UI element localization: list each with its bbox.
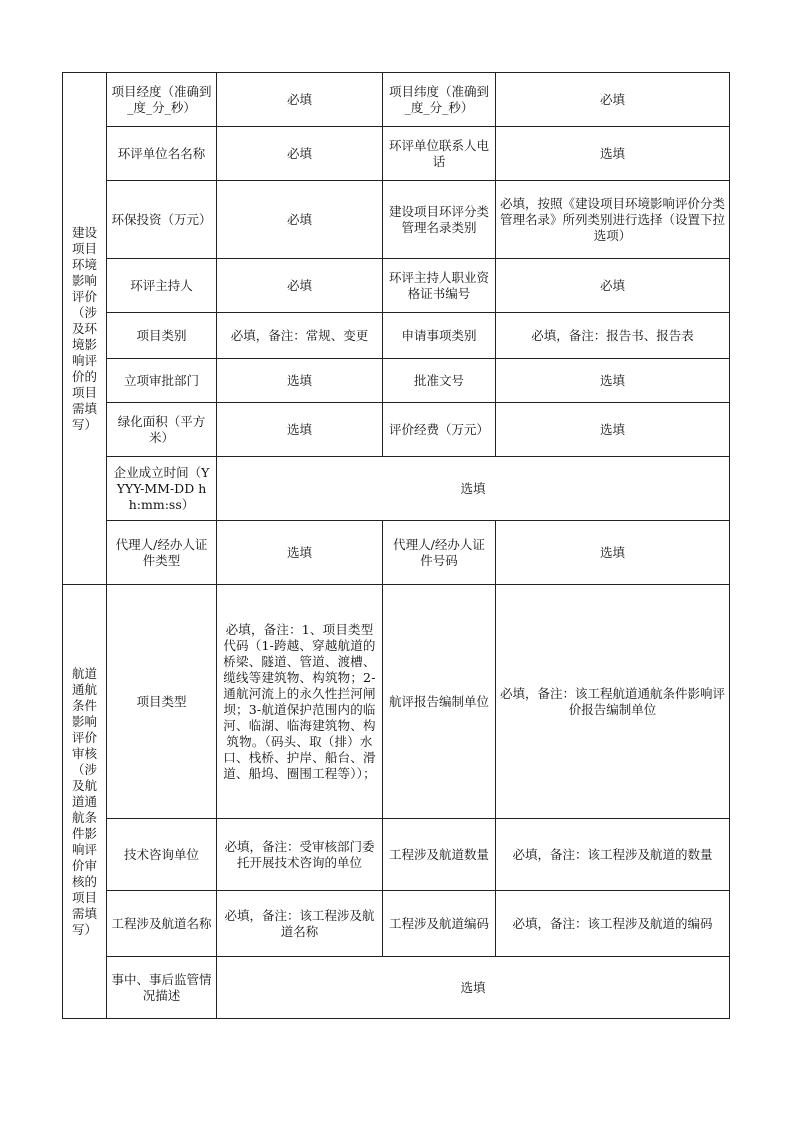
field-value: 选填: [496, 359, 730, 403]
table-row: [63, 359, 730, 403]
field-value: 必填: [217, 259, 383, 313]
field-value: 必填: [217, 73, 383, 127]
field-label: 环评单位名名称: [107, 127, 217, 181]
field-label: 项目类别: [107, 313, 217, 359]
section-title: 建设项目环境影响评价（涉及环境影响评价的项目需填写）: [63, 73, 107, 585]
field-label: 事中、事后监管情况描述: [107, 957, 217, 1019]
field-label: 企业成立时间（YYYY-MM-DD hh:mm:ss）: [107, 457, 217, 521]
field-label: 立项审批部门: [107, 359, 217, 403]
field-label: 批准文号: [383, 359, 496, 403]
field-value: 必填: [496, 259, 730, 313]
table-row: [63, 457, 730, 521]
field-value: 必填: [217, 127, 383, 181]
field-label: 环保投资（万元）: [107, 181, 217, 259]
field-label: 工程涉及航道名称: [107, 891, 217, 957]
field-label: 环评单位联系人电话: [383, 127, 496, 181]
field-value: 必填，备注：受审核部门委托开展技术咨询的单位: [217, 819, 383, 891]
table-row: [63, 181, 730, 259]
field-value: 必填，按照《建设项目环境影响评价分类管理名录》所列类别进行选择（设置下拉选项）: [496, 181, 730, 259]
field-label: 代理人/经办人证件类型: [107, 521, 217, 585]
field-value: 必填，备注：该工程涉及航道的编码: [496, 891, 730, 957]
field-value: 必填，备注：常规、变更: [217, 313, 383, 359]
table-row: [63, 891, 730, 957]
field-label: 技术咨询单位: [107, 819, 217, 891]
field-label: 代理人/经办人证件号码: [383, 521, 496, 585]
field-label: 环评主持人: [107, 259, 217, 313]
field-value: 选填: [217, 521, 383, 585]
field-value: 必填，备注：该工程涉及航道名称: [217, 891, 383, 957]
field-value: 必填，备注：该工程涉及航道的数量: [496, 819, 730, 891]
table-row: [63, 957, 730, 1019]
field-label: 申请事项类别: [383, 313, 496, 359]
field-value: 必填，备注：1、项目类型代码（1-跨越、穿越航道的桥梁、隧道、管道、渡槽、缆线等建筑物、构筑物；2-通航河流上的永久性拦河闸坝；3-航道保护范围内的临河、临湖、临海建筑物、构筑物。（码头、取（排）水口、栈桥、护岸、船台、滑道、船坞、圈围工程等））；: [217, 585, 383, 819]
field-label: 项目经度（准确到_度_分_秒）: [107, 73, 217, 127]
field-value: 选填: [496, 403, 730, 457]
field-label: 项目纬度（准确到_度_分_秒）: [383, 73, 496, 127]
field-label: 航评报告编制单位: [383, 585, 496, 819]
field-value: 必填，备注：该工程航道通航条件影响评价报告编制单位: [496, 585, 730, 819]
table-row: [63, 73, 730, 127]
field-value: 选填: [217, 403, 383, 457]
field-value: 选填: [217, 457, 730, 521]
field-label: 绿化面积（平方米）: [107, 403, 217, 457]
field-label: 评价经费（万元）: [383, 403, 496, 457]
field-value: 选填: [217, 359, 383, 403]
field-label: 建设项目环评分类管理名录类别: [383, 181, 496, 259]
field-label: 环评主持人职业资格证书编号: [383, 259, 496, 313]
table-row: [63, 585, 730, 819]
section-title: 航道通航条件影响评价审核（涉及航道通航条件影响评价审核的项目需填写）: [63, 585, 107, 1019]
table-row: [63, 313, 730, 359]
field-value: 选填: [217, 957, 730, 1019]
field-value: 选填: [496, 127, 730, 181]
table-row: [63, 259, 730, 313]
table-row: [63, 521, 730, 585]
table-row: [63, 403, 730, 457]
table-row: [63, 819, 730, 891]
field-label: 项目类型: [107, 585, 217, 819]
field-value: 必填: [217, 181, 383, 259]
field-label: 工程涉及航道数量: [383, 819, 496, 891]
field-value: 选填: [496, 521, 730, 585]
field-value: 必填: [496, 73, 730, 127]
table-row: [63, 127, 730, 181]
field-value: 必填，备注：报告书、报告表: [496, 313, 730, 359]
form-table: [62, 72, 730, 1019]
field-label: 工程涉及航道编码: [383, 891, 496, 957]
